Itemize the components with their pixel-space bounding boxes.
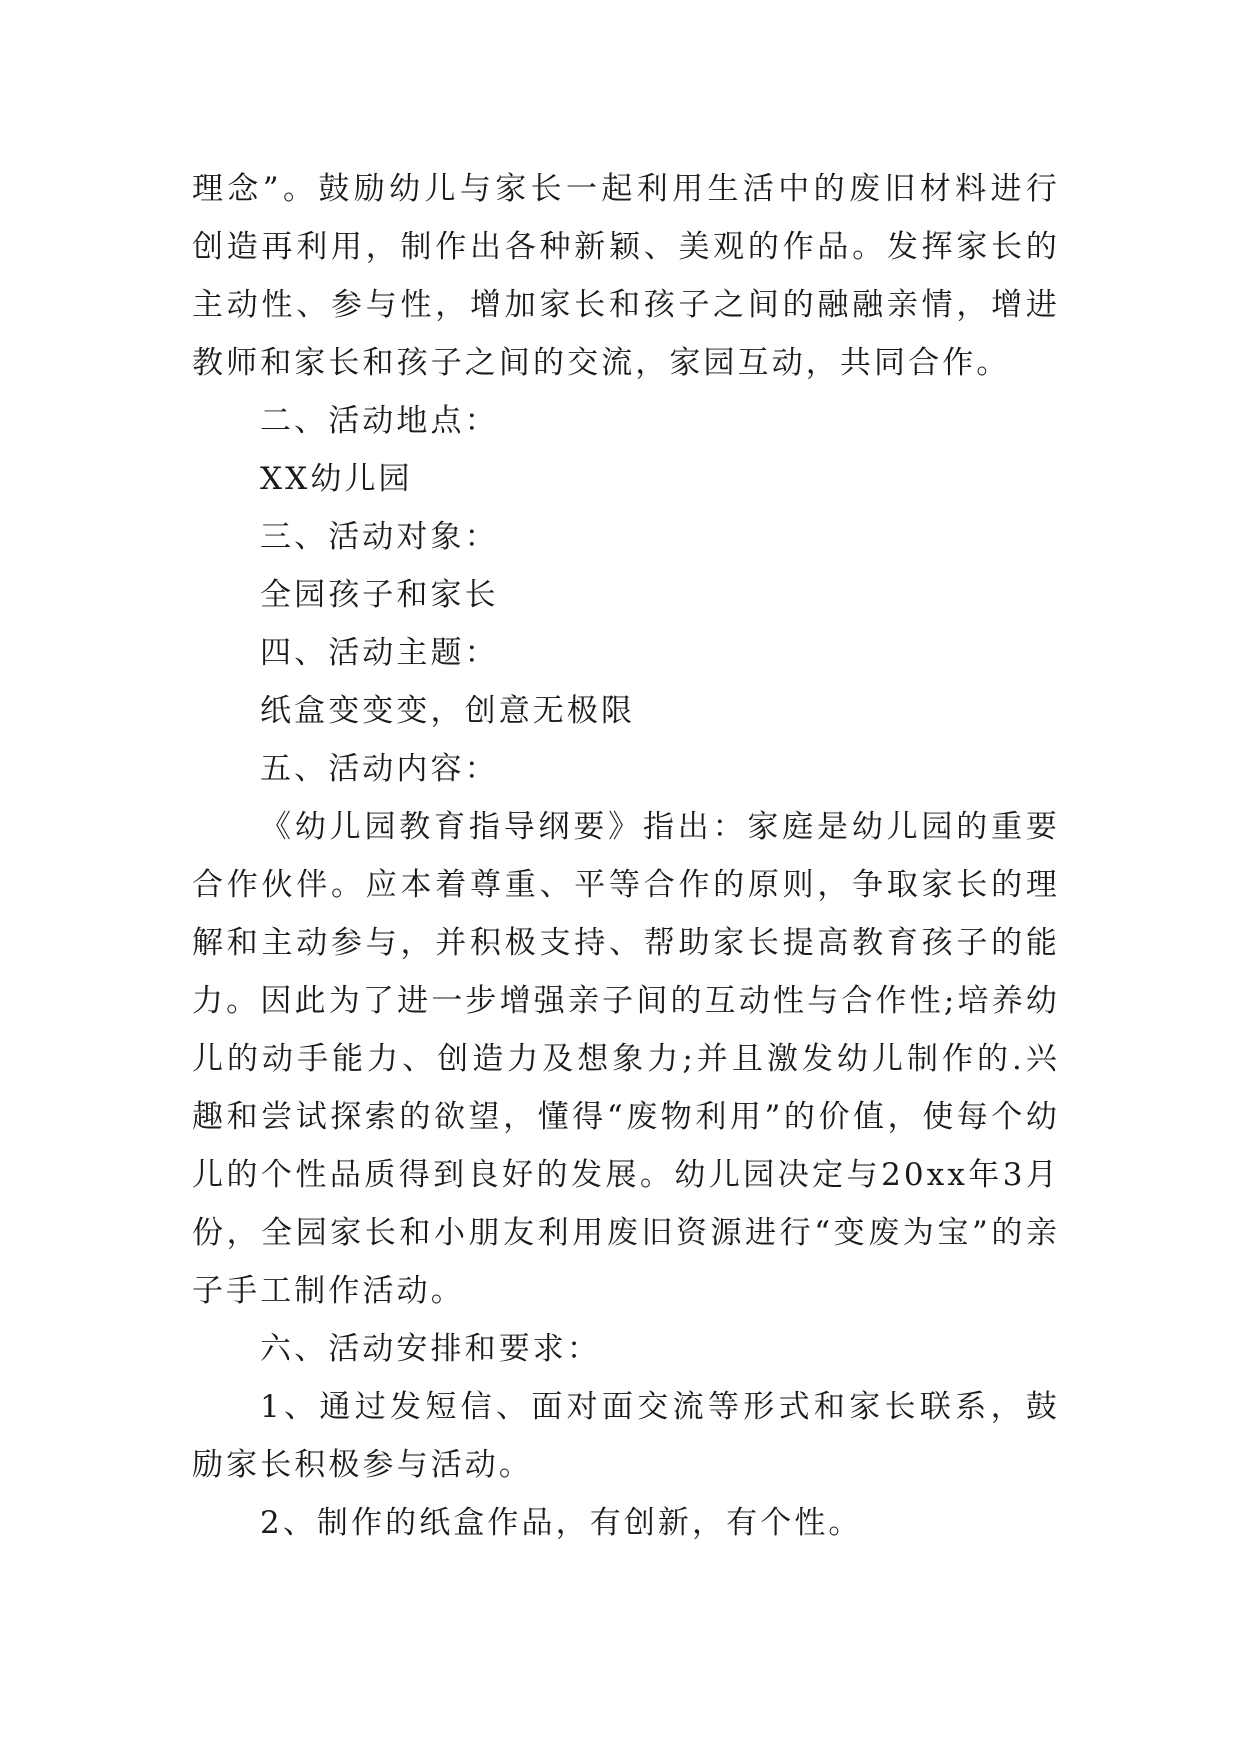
theme-value: 纸盒变变变，创意无极限: [260, 693, 636, 729]
paragraph-intro-continuation: 理念”。鼓励幼儿与家长一起利用生活中的废旧材料进行创造再利用，制作出各种新颖、美观的作品。发挥家长的主动性、参与性，增加家长和孩子之间的融融亲情，增进教师和家长和孩子之间的交流，家园互动，共同合作。: [192, 171, 1060, 381]
section-heading-content: 五、活动内容：: [260, 751, 499, 787]
document-body: [192, 160, 1060, 1552]
section-heading-theme: 四、活动主题：: [260, 635, 499, 671]
participants-value: 全园孩子和家长: [260, 577, 499, 613]
arrangement-item-1: 1、通过发短信、面对面交流等形式和家长联系，鼓励家长积极参与活动。: [192, 1389, 1060, 1483]
content-paragraph: 《幼儿园教育指导纲要》指出：家庭是幼儿园的重要合作伙伴。应本着尊重、平等合作的原则，争取家长的理解和主动参与，并积极支持、帮助家长提高教育孩子的能力。因此为了进一步增强亲子间的互动性与合作性;培养幼儿的动手能力、创造力及想象力;并且激发幼儿制作的.兴趣和尝试探索的欲望，懂得“废物利用”的价值，使每个幼儿的个性品质得到良好的发展。幼儿园决定与20xx年3月份，全园家长和小朋友利用废旧资源进行“变废为宝”的亲子手工制作活动。: [192, 809, 1060, 1309]
arrangement-item-2: 2、制作的纸盒作品，有创新，有个性。: [260, 1505, 863, 1541]
section-heading-arrangements: 六、活动安排和要求：: [260, 1331, 601, 1367]
section-heading-participants: 三、活动对象：: [260, 519, 499, 555]
location-value: XX幼儿园: [260, 461, 413, 497]
section-heading-location: 二、活动地点：: [260, 403, 499, 439]
